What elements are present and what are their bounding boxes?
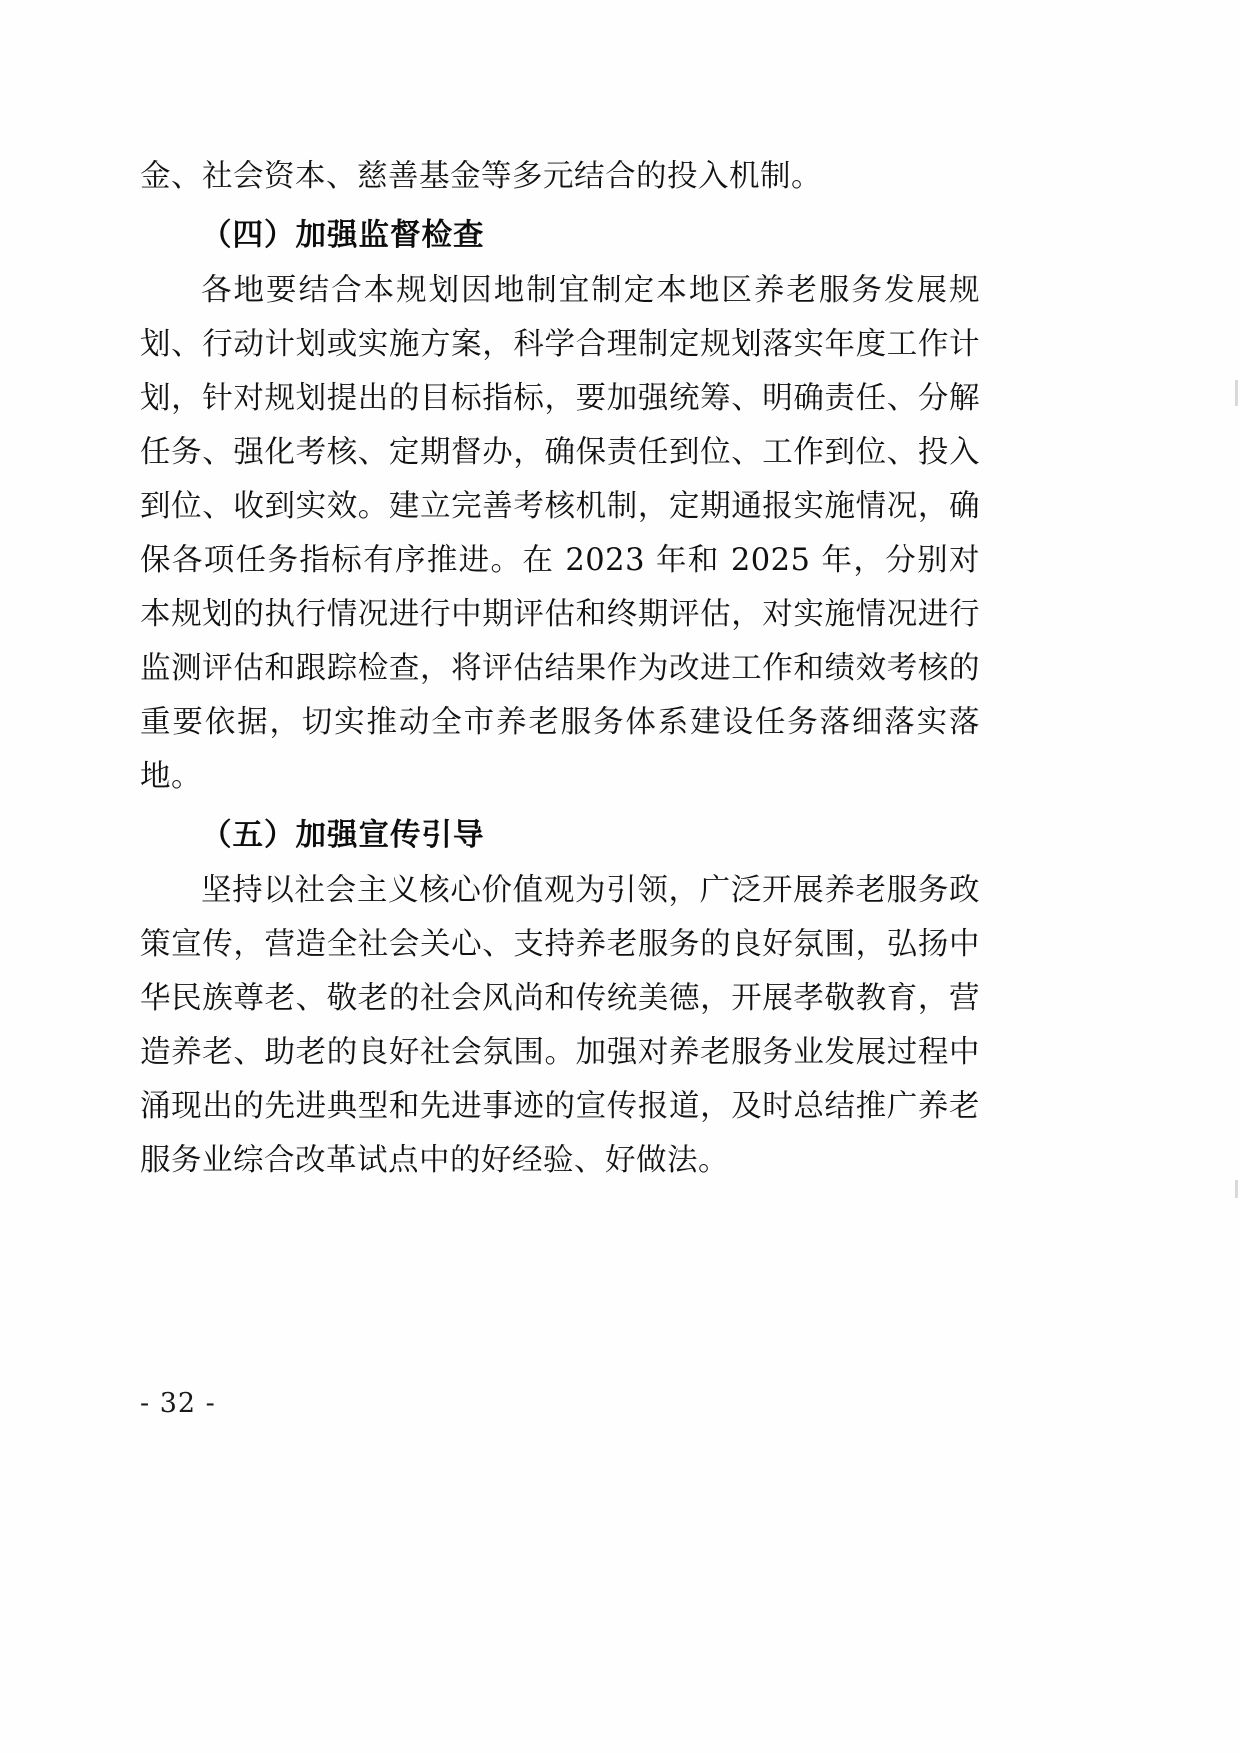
heading-section-four: （四）加强监督检查 xyxy=(201,217,485,253)
paragraph-publicity: 坚持以社会主义核心价值观为引领，广泛开展养老服务政策宣传，营造全社会关心、支持养老服务的良好氛围，弘扬中华民族尊老、敬老的社会风尚和传统美德，开展孝敬教育，营造养老、助老的良好社会氛围。加强对养老服务业发展过程中涌现出的先进典型和先进事迹的宣传报道，及时总结推广养老服务业综合改革试点中的好经验、好做法。 xyxy=(140,873,980,1178)
heading-section-five: （五）加强宣传引导 xyxy=(201,817,485,853)
page-body xyxy=(140,150,980,1188)
scan-edge-mark-middle xyxy=(1235,1180,1238,1198)
paragraph-supervision: 各地要结合本规划因地制宜制定本地区养老服务发展规划、行动计划或实施方案，科学合理制定规划落实年度工作计划，针对规划提出的目标指标，要加强统筹、明确责任、分解任务、强化考核、定期督办，确保责任到位、工作到位、投入到位、收到实效。建立完善考核机制，定期通报实施情况，确保各项任务指标有序推进。在 2023 年和 2025 年，分别对本规划的执行情况进行中期评估和终期评估，对实施情况进行监测评估和跟踪检查，将评估结果作为改进工作和绩效考核的重要依据，切实推动全市养老服务体系建设任务落细落实落地。 xyxy=(140,273,980,794)
paragraph-continued-funding: 金、社会资本、慈善基金等多元结合的投入机制。 xyxy=(140,159,822,194)
page-number: - 32 - xyxy=(140,1388,216,1419)
scan-edge-mark-top xyxy=(1235,380,1238,406)
